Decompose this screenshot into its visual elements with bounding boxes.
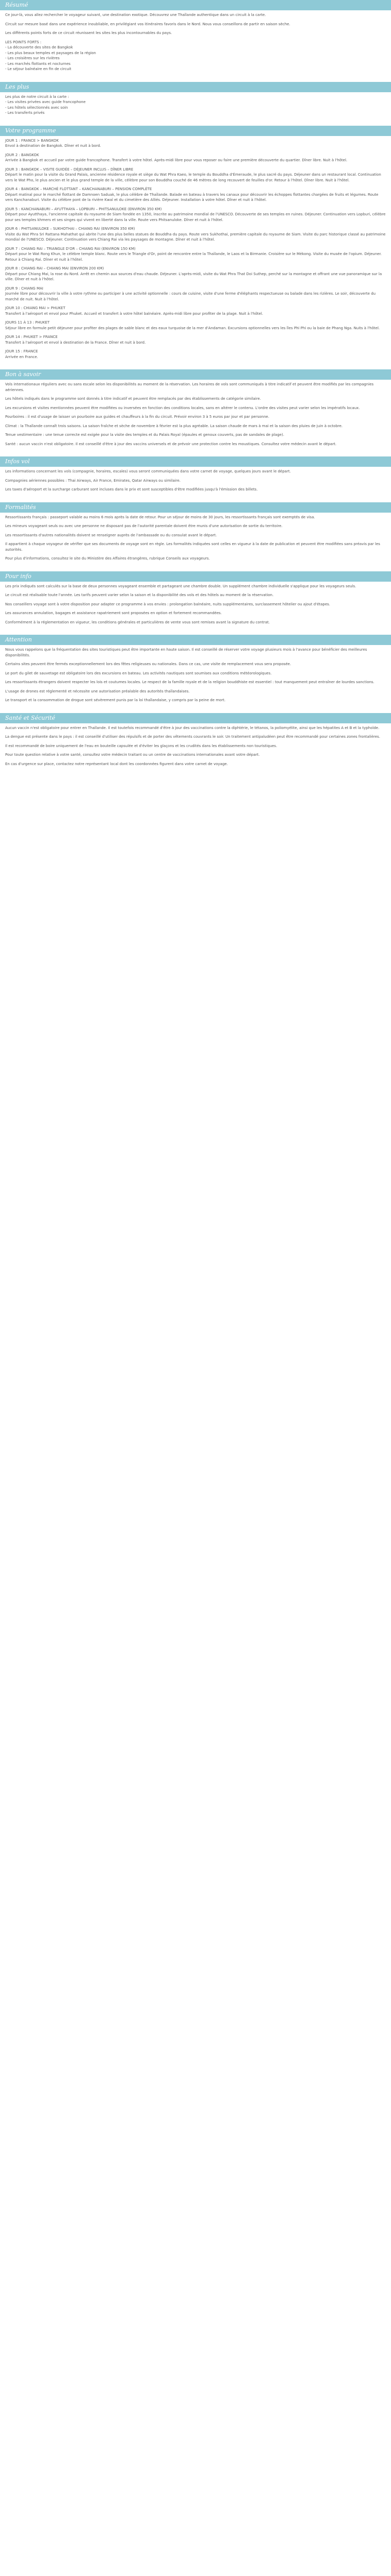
paragraph: JOURS 11 À 13 : PHUKET Séjour libre en formule petit déjeuner pour profiter des plages de sable blanc et des eaux turquoise de la mer d'Andaman. Excursions optionnelles vers les îles Phi Phi ou la baie de Phang Nga. Nuits à l'hôtel. (5, 320, 380, 330)
paragraph: Circuit sur mesure basé dans une expérience inoubliable, en privilégiant vos itinéraires favoris dans le Nord. Nous vous conseillons de partir en saison sèche. (5, 22, 290, 26)
section-body-formalites (0, 513, 391, 568)
paragraph: JOUR 5 : KANCHANABURI – AYUTTHAYA – LOPBURI – PHITSANULOKE (ENVIRON 350 KM) Départ pour Ayutthaya, l'ancienne capitale du royaume de Siam fondée en 1350, inscrite au patrimoine mondial de l'UNESCO. Découverte de ses temples en ruines. Déjeuner. Continuation vers Lopburi, célèbre pour ses temples khmers et ses singes qui vivent en liberté dans la ville. Route vers Phitsanuloke. Dîner et nuit à l'hôtel. (5, 207, 386, 222)
paragraph: Les informations concernant les vols (compagnie, horaires, escales) vous seront communiquées dans votre carnet de voyage, quelques jours avant le départ. (5, 469, 291, 473)
paragraph: Ressortissants français : passeport valable au moins 6 mois après la date de retour. Pour un séjour de moins de 30 jours, les ressortissants français sont exemptés de visa. (5, 515, 315, 519)
paragraph: Pour plus d'informations, consultez le site du Ministère des Affaires étrangères, rubrique Conseils aux voyageurs. (5, 556, 210, 561)
paragraph: Le port du gilet de sauvetage est obligatoire lors des excursions en bateau. Les activités nautiques sont soumises aux conditions météorologiques. (5, 671, 272, 675)
paragraph: Ce jour-là, vous allez rechercher le voyageur suivant, une destination exotique. Découvrez une Thaïlande authentique dans un circuit à la carte. (5, 13, 266, 17)
paragraph: JOUR 6 : PHITSANULOKE – SUKHOTHAI – CHIANG RAI (ENVIRON 350 KM) Visite du Wat Phra Sri Rattana Mahathat qui abrite l'une des plus belles statues de Bouddha du pays. Route vers Sukhothai, première capitale du royaume de Siam. Visite du parc historique classé au patrimoine mondial de l'UNESCO. Déjeuner. Continuation vers Chiang Rai via les paysages de montagne. Dîner et nuit à l'hôtel. (5, 227, 386, 242)
section-body-pour-info (0, 582, 391, 632)
paragraph: JOUR 1 : FRANCE > BANGKOK Envol à destination de Bangkok. Dîner et nuit à bord. (5, 138, 101, 148)
section-title-resume: Résumé (0, 0, 391, 10)
paragraph: LES POINTS FORTS : - La découverte des sites de Bangkok - Les plus beaux temples et paysages de la région - Les croisières sur les rivières - Les marchés flottants et nocturnes - Le séjour balnéaire en fin de circuit (5, 40, 96, 71)
section-body-resume (0, 10, 391, 79)
section-title-pour-info: Pour info (0, 571, 391, 582)
paragraph: JOUR 14 : PHUKET > FRANCE Transfert à l'aéroport et envol à destination de la France. Dîner et nuit à bord. (5, 335, 146, 345)
section-title-bon-a-savoir: Bon à savoir (0, 369, 391, 380)
paragraph: Pourboires : il est d'usage de laisser un pourboire aux guides et chauffeurs à la fin du circuit. Prévoir environ 3 à 5 euros par jour et par personne. (5, 415, 269, 419)
section-title-attention: Attention (0, 635, 391, 645)
paragraph: Les prix indiqués sont calculés sur la base de deux personnes voyageant ensemble et partageant une chambre double. Un supplément chambre individuelle s'applique pour les voyageurs seuls. (5, 584, 356, 588)
paragraph: Les mineurs voyageant seuls ou avec une personne ne disposant pas de l'autorité parentale doivent être munis d'une autorisation de sortie du territoire. (5, 524, 283, 528)
section-body-attention (0, 645, 391, 710)
paragraph: La dengue est présente dans le pays : il est conseillé d'utiliser des répulsifs et de porter des vêtements couvrants le soir. Un traitement antipaludéen peut être recommandé pour certaines zones frontalières. (5, 735, 380, 739)
paragraph: Le transport et la consommation de drogue sont sévèrement punis par la loi thaïlandaise, y compris par la peine de mort. (5, 698, 226, 702)
paragraph: JOUR 3 : BANGKOK – VISITE GUIDÉE – DÉJEUNER INCLUS – DÎNER LIBRE Départ le matin pour la visite du Grand Palais, ancienne résidence royale et siège du Wat Phra Kaeo, le temple du Bouddha d'Émeraude, le plus sacré du pays. Déjeuner dans un restaurant local. Continuation vers le Wat Pho, le plus ancien et le plus grand temple de la ville, célèbre pour son Bouddha couché de 46 mètres de long recouvert de feuilles d'or. Retour à l'hôtel. Dîner libre. Nuit à l'hôtel. (5, 167, 381, 182)
paragraph: Les assurances annulation, bagages et assistance rapatriement sont proposées en option et fortement recommandées. (5, 611, 222, 615)
paragraph: JOUR 9 : CHIANG MAI Journée libre pour découvrir la ville à votre rythme ou participer à une activité optionnelle : cours de cuisine, visite d'une ferme d'éléphants respectueuse ou balade dans les rizières. Le soir, découverte du marché de nuit. Nuit à l'hôtel. (5, 286, 376, 301)
paragraph: Les hôtels indiqués dans le programme sont donnés à titre indicatif et peuvent être remplacés par des établissements de catégorie similaire. (5, 397, 261, 401)
paragraph: JOUR 10 : CHIANG MAI > PHUKET Transfert à l'aéroport et envol pour Phuket. Accueil et transfert à votre hôtel balnéaire. Après-midi libre pour profiter de la plage. Nuit à l'hôtel. (5, 306, 263, 316)
paragraph: Les taxes d'aéroport et la surcharge carburant sont incluses dans le prix et sont susceptibles d'être modifiées jusqu'à l'émission des billets. (5, 487, 258, 492)
paragraph: Les différents points forts de ce circuit réunissent les sites les plus incontournables du pays. (5, 31, 172, 35)
paragraph: JOUR 4 : BANGKOK – MARCHÉ FLOTTANT – KANCHANABURI – PENSION COMPLÈTE Départ matinal pour le marché flottant de Damnoen Saduak, le plus célèbre de Thaïlande. Balade en bateau à travers les canaux pour découvrir les échoppes flottantes chargées de fruits et légumes. Route vers Kanchanaburi. Visite du célèbre pont de la rivière Kwaï et du cimetière des Alliés. Déjeuner. Installation à votre hôtel. Dîner et nuit à l'hôtel. (5, 187, 379, 202)
section-body-sante-et-securite (0, 723, 391, 774)
paragraph: Nous vous rappelons que la fréquentation des sites touristiques peut être importante en haute saison. Il est conseillé de réserver votre voyage plusieurs mois à l'avance pour bénéficier des meilleures disponibilités. (5, 648, 368, 657)
paragraph: Il appartient à chaque voyageur de vérifier que ses documents de voyage sont en règle. Les formalités indiquées sont celles en vigueur à la date de publication et peuvent être modifiées sans préavis par les autorités. (5, 542, 382, 552)
section-body-votre-programme (0, 136, 391, 367)
section-title-sante-et-securite: Santé et Sécurité (0, 713, 391, 723)
paragraph: Aucun vaccin n'est obligatoire pour entrer en Thaïlande. Il est toutefois recommandé d'être à jour des vaccinations contre la diphtérie, le tétanos, la poliomyélite, ainsi que les hépatites A et B et la typhoïde. (5, 725, 380, 730)
paragraph: En cas d'urgence sur place, contactez notre représentant local dont les coordonnées figurent dans votre carnet de voyage. (5, 761, 228, 766)
paragraph: Climat : la Thaïlande connaît trois saisons. La saison fraîche et sèche de novembre à février est la plus agréable. La saison chaude de mars à mai et la saison des pluies de juin à octobre. (5, 423, 343, 428)
paragraph: L'usage de drones est réglementé et nécessite une autorisation préalable des autorités thaïlandaises. (5, 689, 190, 693)
paragraph: Les ressortissants d'autres nationalités doivent se renseigner auprès de l'ambassade ou du consulat avant le départ. (5, 533, 217, 537)
paragraph: Le circuit est réalisable toute l'année. Les tarifs peuvent varier selon la saison et la disponibilité des vols et des hôtels au moment de la réservation. (5, 593, 274, 597)
paragraph: Les ressortissants étrangers doivent respecter les lois et coutumes locales. Le respect de la famille royale et de la religion bouddhiste est essentiel : tout manquement peut entraîner de lourdes sanctions. (5, 680, 374, 684)
paragraph: Vols internationaux réguliers avec ou sans escale selon les disponibilités au moment de la réservation. Les horaires de vols sont communiqués à titre indicatif et peuvent être modifiés par les compagnies aériennes. (5, 382, 375, 392)
section-body-bon-a-savoir (0, 380, 391, 453)
section-title-les-plus: Les plus (0, 82, 391, 92)
paragraph: Conformément à la réglementation en vigueur, les conditions générales et particulières de vente vous sont remises avant la signature du contrat. (5, 620, 270, 624)
paragraph: JOUR 15 : FRANCE Arrivée en France. (5, 349, 38, 359)
section-title-infos-vol: Infos vol (0, 456, 391, 467)
section-body-infos-vol (0, 467, 391, 499)
paragraph: Santé : aucun vaccin n'est obligatoire. Il est conseillé d'être à jour des vaccins universels et de prévoir une protection contre les moustiques. Consultez votre médecin avant le départ. (5, 442, 337, 446)
paragraph: Nos conseillers voyage sont à votre disposition pour adapter ce programme à vos envies : prolongation balnéaire, nuits supplémentaires, surclassement hôtelier ou ajout d'étapes. (5, 602, 331, 606)
paragraph: Il est recommandé de boire uniquement de l'eau en bouteille capsulée et d'éviter les glaçons et les crudités dans les établissements non touristiques. (5, 743, 278, 748)
paragraph: Les plus de notre circuit à la carte : - Les visites privées avec guide francophone - Les hôtels sélectionnés avec soin - Les transferts privés (5, 94, 86, 115)
paragraph: Certains sites peuvent être fermés exceptionnellement lors des fêtes religieuses ou nationales. Dans ce cas, une visite de remplacement vous sera proposée. (5, 662, 291, 666)
paragraph: Les excursions et visites mentionnées peuvent être modifiées ou inversées en fonction des conditions locales, sans en altérer le contenu. L'ordre des visites peut varier selon les impératifs locaux. (5, 405, 360, 410)
paragraph: Tenue vestimentaire : une tenue correcte est exigée pour la visite des temples et du Palais Royal (épaules et genoux couverts, pas de sandales de plage). (5, 433, 284, 437)
paragraph: JOUR 8 : CHIANG RAI – CHIANG MAI (ENVIRON 200 KM) Départ pour Chiang Mai, la rose du Nord. Arrêt en chemin aux sources d'eau chaude. Déjeuner. L'après-midi, visite du Wat Phra That Doi Suthep, perché sur la montagne et offrant une vue panoramique sur la ville. Dîner et nuit à l'hôtel. (5, 266, 382, 281)
paragraph: Compagnies aériennes possibles : Thai Airways, Air France, Emirates, Qatar Airways ou similaire. (5, 478, 181, 483)
paragraph: JOUR 7 : CHIANG RAI – TRIANGLE D'OR – CHIANG RAI (ENVIRON 150 KM) Départ pour le Wat Rong Khun, le célèbre temple blanc. Route vers le Triangle d'Or, point de rencontre entre la Thaïlande, le Laos et la Birmanie. Croisière sur le Mékong. Visite du musée de l'opium. Déjeuner. Retour à Chiang Rai. Dîner et nuit à l'hôtel. (5, 246, 382, 262)
paragraph: Pour toute question relative à votre santé, consultez votre médecin traitant ou un centre de vaccinations internationales avant votre départ. (5, 753, 260, 757)
paragraph: JOUR 2 : BANGKOK Arrivée à Bangkok et accueil par votre guide francophone. Transfert à votre hôtel. Après-midi libre pour vous reposer ou faire une première découverte du quartier. Dîner libre. Nuit à l'hôtel. (5, 152, 348, 162)
section-body-les-plus (0, 92, 391, 123)
section-title-formalites: Formalités (0, 502, 391, 513)
section-title-votre-programme: Votre programme (0, 126, 391, 136)
